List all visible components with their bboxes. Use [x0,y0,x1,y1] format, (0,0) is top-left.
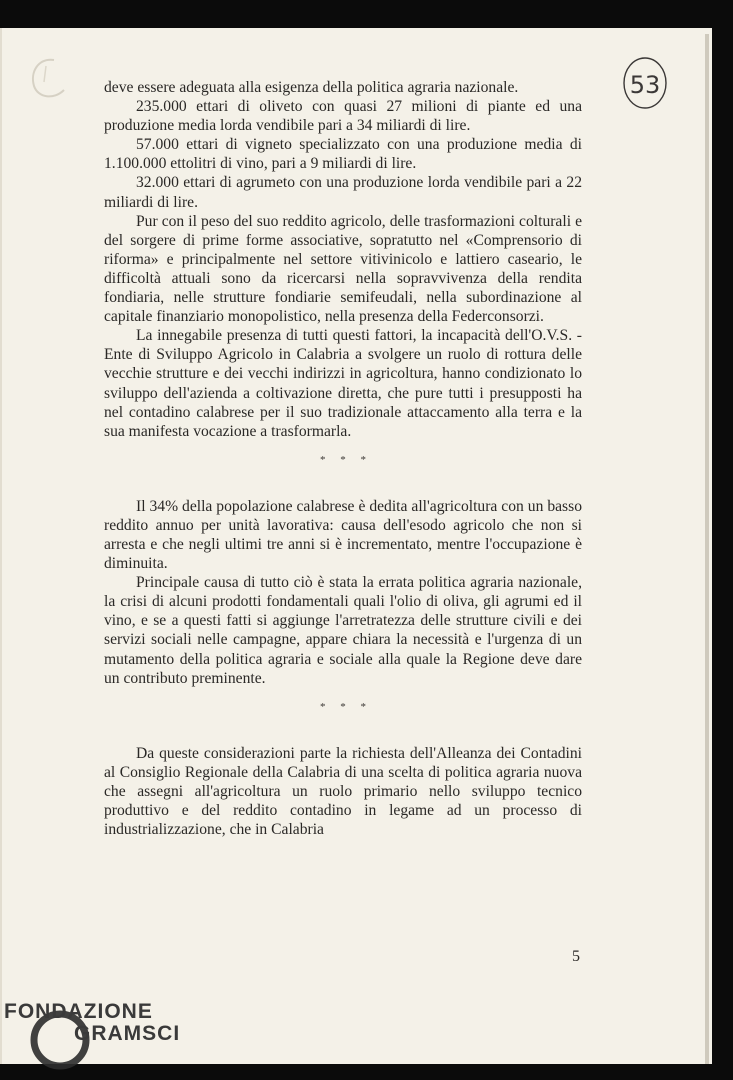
section-separator: * * * [320,453,372,466]
paragraph: Pur con il peso del suo reddito agricolo, delle trasformazioni colturali e del sorgere di prime forme associative, sopratutto nel «Comprensorio di riforma» e principalmente nel settore vitivinicolo e lattiero caseario, le difficoltà attuali sono da ricercarsi nella sopravvivenza della rendita fondiaria, nelle strutture fondiarie semifeudali, nella subordinazione al capitale finanziario monopolistico, nella presenza della Federconsorzi. [104,212,582,326]
handwritten-page-number [621,55,669,111]
paragraph: 57.000 ettari di vigneto specializzato con una produzione media di 1.100.000 ettolitri di vino, pari a 9 miliardi di lire. [104,136,582,173]
svg-text:FONDAZIONE: FONDAZIONE [4,1000,153,1023]
paragraph: deve essere adeguata alla esigenza della politica agraria nazionale. [104,79,519,96]
faint-stamp-mark [24,52,74,106]
paragraph: Principale causa di tutto ciò è stata la errata politica agraria nazionale, la crisi di alcuni prodotti fondamentali quali l'olio di oliva, gli agrumi ed il vino, e se a questi fatti si aggiunge l'arretratezza delle strutture civili e dei servizi sociali nelle campagne, appare chiara la necessità e l'urgenza di un mutamento della politica agraria e sociale alla quale la Regione deve dare un contributo preminente. [104,574,582,687]
paragraph: 32.000 ettari di agrumeto con una produzione lorda vendibile pari a 22 miliardi di lire. [104,174,582,211]
paragraph: 235.000 ettari di oliveto con quasi 27 milioni di piante ed una produzione media lorda vendibile pari a 34 miliardi di lire. [104,98,582,135]
svg-text:53: 53 [629,71,661,99]
page-edge [705,34,709,1064]
fondazione-gramsci-watermark [0,996,200,1080]
section-separator: * * * [320,700,372,713]
paragraph: La innegabile presenza di tutti questi fattori, la incapacità dell'O.V.S. - Ente di Sviluppo Agricolo in Calabria a svolgere un ruolo di rottura delle vecchie strutture e dei vecchi indirizzi in agricoltura, hanno condizionato lo sviluppo dell'azienda a coltivazione diretta, che pure tutti i presupposti ha nel contadino calabrese per il suo tradizionale attaccamento alla terra e la sua manifesta vocazione a trasformarla. [104,327,582,440]
body-text [104,78,582,839]
svg-text:GRAMSCI: GRAMSCI [74,1022,181,1045]
paragraph: Il 34% della popolazione calabrese è dedita all'agricoltura con un basso reddito annuo per unità lavorativa: causa dell'esodo agricolo che non si arresta e che negli ultimi tre anni si è incrementato, mentre l'occupazione è diminuita. [104,497,582,573]
page-number: 5 [572,948,580,965]
paragraph: Da queste considerazioni parte la richiesta dell'Alleanza dei Contadini al Consiglio Regionale della Calabria di una scelta di politica agraria nuova che assegni all'agricoltura un ruolo primario nello sviluppo tecnico produttivo e del reddito contadino in legame ad un processo di industrializzazione, che in Calabria [104,744,582,839]
